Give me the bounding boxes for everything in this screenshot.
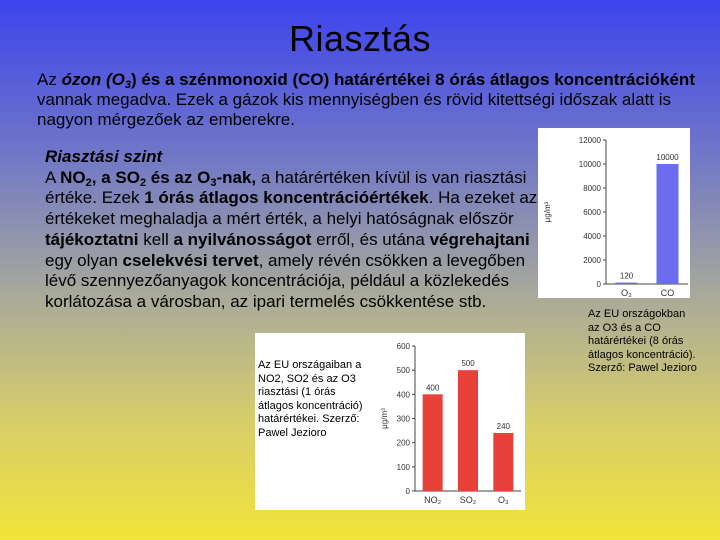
y-tick-label: 200: [396, 438, 410, 448]
alarm-bold: tájékoztatni: [45, 229, 139, 249]
alarm-paragraph: [45, 147, 550, 313]
co-o3-chart-caption: Az EU országokban az O3 és a CO határértékei (8 órás átlagos koncentráció). Szerző: Pawel Jezioro: [588, 308, 697, 374]
alarm-text: A: [45, 167, 61, 187]
y-tick-label: 0: [405, 487, 410, 496]
intro-paragraph: [37, 70, 697, 130]
alarm-text: kell: [138, 229, 174, 249]
y-tick-label: 8000: [583, 184, 601, 193]
alarm-so2-sub: 2: [139, 176, 147, 189]
bar: [493, 433, 513, 491]
y-tick-label: 6000: [583, 208, 601, 217]
intro-ozone: ózon (O: [61, 70, 125, 89]
alarm-bold: a nyilvánosságot: [173, 229, 312, 249]
alarm-bold: cselekvési tervet: [122, 250, 259, 270]
alarm-text: . Ha ezeket az értékeket meghaladja a mért érték, a helyi hatóságnak először: [45, 188, 538, 229]
x-tick-label: O₃: [497, 495, 509, 505]
alarm-so2: , a SO: [91, 167, 140, 187]
co-o3-chart-panel: [538, 128, 690, 298]
bar-value-label: 400: [425, 383, 440, 393]
alarm-text: , amely révén csökken a levegőben lévő szennyezőanyagok koncentrációja, például a közlekedés korlátozása a városban, az ipari termelés csökkentése stb.: [45, 250, 526, 311]
slide-title: Riasztás: [288, 18, 432, 59]
x-tick-label: O₃: [621, 288, 632, 298]
intro-rest: vannak megadva. Ezek a gázok kis mennyiségben és rövid kitettségi időszak alatt is nagyon mérgezőek az emberekre.: [37, 90, 672, 129]
bar: [423, 394, 443, 491]
alarm-chart-caption: Az EU országaiban a NO2, SO2 és az O3 riasztási (1 órás átlagos koncentráció) határértékei. Szerző: Pawel Jezioro: [258, 359, 363, 439]
alarm-text: a határértéken kívül is van riasztási értéke. Ezek: [45, 167, 527, 208]
alarm-nak: -nak,: [216, 167, 257, 187]
alarm-text: erről, és utána: [311, 229, 430, 249]
bar: [458, 370, 478, 491]
alarm-chart-panel: [255, 333, 525, 510]
bar: [657, 164, 679, 284]
intro-bold: határértékei 8 órás átlagos koncentrációként: [329, 70, 695, 89]
y-tick-label: 500: [396, 366, 410, 376]
y-tick-label: 4000: [583, 232, 601, 241]
intro-ozone-sub: 3: [124, 79, 131, 91]
y-tick-label: 2000: [583, 256, 601, 265]
x-tick-label: SO₂: [459, 495, 477, 505]
y-tick-label: 0: [596, 280, 601, 289]
y-tick-label: 400: [396, 390, 410, 400]
y-axis-label: μg/m³: [380, 408, 389, 429]
bar-value-label: 10000: [656, 153, 679, 162]
y-tick-label: 10000: [578, 160, 601, 169]
y-tick-label: 100: [396, 462, 410, 472]
intro-co: ) és a szénmonoxid (CO): [130, 70, 330, 89]
alarm-text: egy olyan: [45, 250, 123, 270]
alarm-no2-sub: 2: [85, 176, 92, 189]
x-tick-label: NO₂: [424, 495, 442, 505]
bar-value-label: 240: [496, 422, 511, 431]
bar: [616, 283, 638, 284]
bar-value-label: 500: [461, 359, 475, 369]
co-o3-bar-chart: [538, 128, 690, 298]
alarm-subheading: Riasztási szint: [45, 147, 163, 166]
bar-value-label: 120: [619, 271, 634, 281]
x-tick-label: CO: [660, 288, 675, 298]
intro-text: Az: [37, 70, 62, 89]
y-tick-label: 12000: [578, 136, 601, 145]
alarm-o3-sub: 3: [210, 176, 217, 189]
alarm-bold: 1 órás átlagos koncentrációértékek: [144, 188, 429, 208]
alarm-no2: NO: [60, 167, 86, 187]
alarm-bold: végrehajtani: [429, 229, 530, 249]
y-tick-label: 300: [396, 414, 410, 424]
y-tick-label: 600: [396, 342, 410, 351]
alarm-o3: és az O: [146, 167, 211, 187]
y-axis-label: μg/m³: [543, 201, 552, 223]
